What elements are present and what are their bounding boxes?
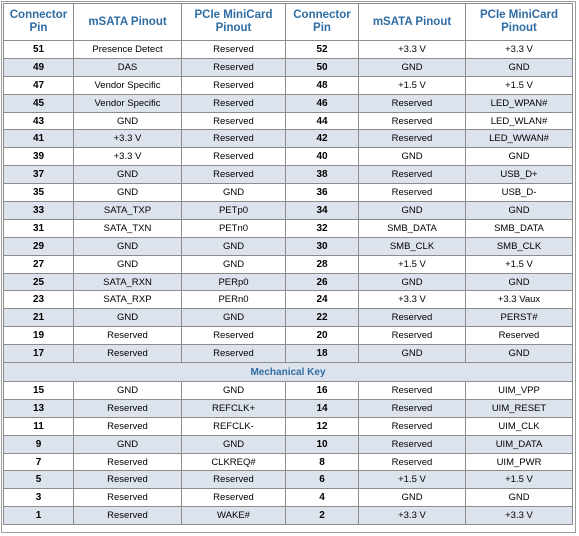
cell-msata-right: Reserved — [359, 417, 466, 435]
cell-pcie-left: Reserved — [182, 327, 286, 345]
cell-pin-left: 49 — [4, 58, 74, 76]
cell-msata-left: Vendor Specific — [74, 76, 182, 94]
cell-msata-left: Reserved — [74, 327, 182, 345]
cell-msata-left: GND — [74, 166, 182, 184]
table-row — [4, 58, 573, 76]
cell-msata-left: Reserved — [74, 453, 182, 471]
cell-msata-right: +3.3 V — [359, 41, 466, 59]
cell-msata-right: Reserved — [359, 184, 466, 202]
cell-pin-right: 26 — [286, 273, 359, 291]
cell-pcie-right: UIM_VPP — [466, 382, 573, 400]
cell-pin-right: 44 — [286, 112, 359, 130]
cell-pcie-right: +1.5 V — [466, 76, 573, 94]
table-row — [4, 345, 573, 363]
table-row — [4, 94, 573, 112]
cell-pin-right: 30 — [286, 237, 359, 255]
cell-msata-right: SMB_DATA — [359, 219, 466, 237]
cell-pcie-left: Reserved — [182, 41, 286, 59]
cell-pin-right: 36 — [286, 184, 359, 202]
cell-pcie-left: Reserved — [182, 58, 286, 76]
cell-msata-right: Reserved — [359, 399, 466, 417]
cell-pcie-left: Reserved — [182, 94, 286, 112]
cell-pcie-left: Reserved — [182, 345, 286, 363]
mechanical-key-label: Mechanical Key — [4, 363, 573, 382]
header-connector-pin-right: Connector Pin — [286, 4, 359, 41]
cell-pcie-left: Reserved — [182, 76, 286, 94]
cell-pin-left: 7 — [4, 453, 74, 471]
cell-pcie-left: Reserved — [182, 489, 286, 507]
table-row — [4, 166, 573, 184]
cell-pcie-left: REFCLK+ — [182, 399, 286, 417]
table-body-lower — [4, 382, 573, 525]
table-row — [4, 453, 573, 471]
header-msata-pinout-left: mSATA Pinout — [74, 4, 182, 41]
table-row — [4, 399, 573, 417]
table-row — [4, 148, 573, 166]
cell-pcie-left: Reserved — [182, 471, 286, 489]
cell-pin-right: 4 — [286, 489, 359, 507]
cell-pin-right: 40 — [286, 148, 359, 166]
cell-pin-left: 29 — [4, 237, 74, 255]
cell-pcie-right: UIM_CLK — [466, 417, 573, 435]
cell-msata-left: Reserved — [74, 345, 182, 363]
cell-pin-left: 5 — [4, 471, 74, 489]
cell-msata-left: Reserved — [74, 507, 182, 525]
cell-pcie-right: SMB_DATA — [466, 219, 573, 237]
cell-pin-left: 23 — [4, 291, 74, 309]
table-row — [4, 382, 573, 400]
table-row — [4, 202, 573, 220]
cell-pin-left: 1 — [4, 507, 74, 525]
cell-msata-right: SMB_CLK — [359, 237, 466, 255]
cell-pin-left: 25 — [4, 273, 74, 291]
table-row — [4, 417, 573, 435]
cell-pin-right: 28 — [286, 255, 359, 273]
cell-pcie-left: Reserved — [182, 112, 286, 130]
cell-pin-left: 41 — [4, 130, 74, 148]
cell-pin-right: 42 — [286, 130, 359, 148]
table-row — [4, 309, 573, 327]
table-row — [4, 219, 573, 237]
cell-pin-right: 24 — [286, 291, 359, 309]
cell-msata-right: GND — [359, 273, 466, 291]
table-row — [4, 255, 573, 273]
cell-pin-left: 17 — [4, 345, 74, 363]
cell-pcie-left: PERn0 — [182, 291, 286, 309]
cell-pin-right: 32 — [286, 219, 359, 237]
mechanical-key-section — [4, 363, 573, 382]
cell-msata-left: GND — [74, 184, 182, 202]
cell-pcie-right: LED_WWAN# — [466, 130, 573, 148]
cell-pcie-left: GND — [182, 237, 286, 255]
cell-pcie-left: GND — [182, 309, 286, 327]
cell-pin-left: 51 — [4, 41, 74, 59]
cell-msata-right: Reserved — [359, 112, 466, 130]
cell-msata-right: GND — [359, 202, 466, 220]
table-row — [4, 112, 573, 130]
header-pcie-minicard-pinout-right: PCIe MiniCard Pinout — [466, 4, 573, 41]
cell-pcie-right: GND — [466, 489, 573, 507]
cell-msata-right: +1.5 V — [359, 255, 466, 273]
header-pcie-minicard-pinout-left: PCIe MiniCard Pinout — [182, 4, 286, 41]
header-row — [4, 4, 573, 41]
cell-msata-left: +3.3 V — [74, 130, 182, 148]
cell-pin-right: 46 — [286, 94, 359, 112]
cell-pcie-right: GND — [466, 58, 573, 76]
cell-pcie-left: CLKREQ# — [182, 453, 286, 471]
cell-pcie-left: Reserved — [182, 148, 286, 166]
cell-msata-right: +3.3 V — [359, 291, 466, 309]
table-row — [4, 41, 573, 59]
cell-msata-right: +1.5 V — [359, 471, 466, 489]
cell-msata-left: Presence Detect — [74, 41, 182, 59]
cell-pin-left: 33 — [4, 202, 74, 220]
cell-pcie-right: GND — [466, 273, 573, 291]
cell-msata-left: SATA_RXN — [74, 273, 182, 291]
cell-pcie-right: +1.5 V — [466, 255, 573, 273]
cell-pin-left: 27 — [4, 255, 74, 273]
table-row — [4, 291, 573, 309]
cell-pcie-left: PETn0 — [182, 219, 286, 237]
cell-msata-right: Reserved — [359, 130, 466, 148]
table-row — [4, 237, 573, 255]
cell-pcie-right: +3.3 Vaux — [466, 291, 573, 309]
cell-pin-left: 3 — [4, 489, 74, 507]
cell-pin-right: 50 — [286, 58, 359, 76]
cell-pin-right: 22 — [286, 309, 359, 327]
cell-msata-left: GND — [74, 112, 182, 130]
cell-pcie-right: GND — [466, 345, 573, 363]
cell-msata-left: GND — [74, 255, 182, 273]
cell-pin-left: 37 — [4, 166, 74, 184]
cell-pcie-left: Reserved — [182, 130, 286, 148]
cell-msata-left: +3.3 V — [74, 148, 182, 166]
cell-pin-right: 18 — [286, 345, 359, 363]
cell-pin-right: 52 — [286, 41, 359, 59]
cell-msata-right: +3.3 V — [359, 507, 466, 525]
cell-msata-left: GND — [74, 309, 182, 327]
cell-msata-right: Reserved — [359, 166, 466, 184]
header-connector-pin-left: Connector Pin — [4, 4, 74, 41]
cell-pcie-right: GND — [466, 202, 573, 220]
cell-pcie-right: USB_D- — [466, 184, 573, 202]
cell-pcie-right: GND — [466, 148, 573, 166]
cell-pcie-right: +1.5 V — [466, 471, 573, 489]
cell-pcie-left: GND — [182, 435, 286, 453]
cell-pcie-right: UIM_RESET — [466, 399, 573, 417]
cell-msata-right: Reserved — [359, 94, 466, 112]
cell-msata-left: GND — [74, 237, 182, 255]
table-row — [4, 130, 573, 148]
cell-pin-left: 11 — [4, 417, 74, 435]
cell-msata-left: SATA_TXP — [74, 202, 182, 220]
cell-pcie-left: PETp0 — [182, 202, 286, 220]
cell-msata-right: GND — [359, 148, 466, 166]
cell-pin-right: 16 — [286, 382, 359, 400]
table-row — [4, 435, 573, 453]
cell-msata-left: Reserved — [74, 471, 182, 489]
cell-msata-left: Vendor Specific — [74, 94, 182, 112]
cell-pin-right: 10 — [286, 435, 359, 453]
cell-msata-left: Reserved — [74, 489, 182, 507]
table-row — [4, 184, 573, 202]
cell-pin-right: 14 — [286, 399, 359, 417]
cell-pin-left: 39 — [4, 148, 74, 166]
cell-pin-left: 9 — [4, 435, 74, 453]
cell-pcie-left: WAKE# — [182, 507, 286, 525]
cell-msata-left: GND — [74, 382, 182, 400]
cell-pcie-right: LED_WLAN# — [466, 112, 573, 130]
cell-pin-left: 21 — [4, 309, 74, 327]
cell-pin-right: 34 — [286, 202, 359, 220]
cell-pin-right: 48 — [286, 76, 359, 94]
table-row — [4, 76, 573, 94]
table-row — [4, 327, 573, 345]
cell-pcie-right: UIM_PWR — [466, 453, 573, 471]
cell-pin-right: 6 — [286, 471, 359, 489]
header-msata-pinout-right: mSATA Pinout — [359, 4, 466, 41]
cell-pin-right: 8 — [286, 453, 359, 471]
cell-pin-right: 38 — [286, 166, 359, 184]
cell-msata-right: GND — [359, 489, 466, 507]
cell-pcie-right: UIM_DATA — [466, 435, 573, 453]
cell-msata-left: GND — [74, 435, 182, 453]
cell-msata-right: Reserved — [359, 435, 466, 453]
cell-pin-left: 31 — [4, 219, 74, 237]
cell-pin-left: 15 — [4, 382, 74, 400]
cell-pcie-left: GND — [182, 184, 286, 202]
cell-pin-left: 19 — [4, 327, 74, 345]
cell-pcie-left: GND — [182, 382, 286, 400]
mechanical-key-row — [4, 363, 573, 382]
table-row — [4, 471, 573, 489]
cell-msata-left: SATA_TXN — [74, 219, 182, 237]
cell-pcie-right: SMB_CLK — [466, 237, 573, 255]
cell-msata-right: Reserved — [359, 453, 466, 471]
cell-pcie-left: GND — [182, 255, 286, 273]
cell-msata-right: Reserved — [359, 382, 466, 400]
table-row — [4, 273, 573, 291]
cell-pin-left: 43 — [4, 112, 74, 130]
cell-msata-right: +1.5 V — [359, 76, 466, 94]
cell-pin-left: 35 — [4, 184, 74, 202]
cell-pin-left: 45 — [4, 94, 74, 112]
table-row — [4, 507, 573, 525]
cell-pin-left: 47 — [4, 76, 74, 94]
cell-msata-left: Reserved — [74, 399, 182, 417]
cell-pcie-left: REFCLK- — [182, 417, 286, 435]
cell-pin-left: 13 — [4, 399, 74, 417]
cell-msata-left: DAS — [74, 58, 182, 76]
cell-pcie-right: USB_D+ — [466, 166, 573, 184]
cell-pcie-right: LED_WPAN# — [466, 94, 573, 112]
table-row — [4, 489, 573, 507]
cell-msata-right: GND — [359, 345, 466, 363]
cell-pcie-left: Reserved — [182, 166, 286, 184]
cell-pin-right: 2 — [286, 507, 359, 525]
cell-msata-right: Reserved — [359, 327, 466, 345]
table-body-upper — [4, 41, 573, 363]
cell-msata-right: GND — [359, 58, 466, 76]
table-header — [4, 4, 573, 41]
cell-pcie-left: PERp0 — [182, 273, 286, 291]
cell-pin-right: 20 — [286, 327, 359, 345]
cell-msata-left: SATA_RXP — [74, 291, 182, 309]
cell-pcie-right: Reserved — [466, 327, 573, 345]
cell-pin-right: 12 — [286, 417, 359, 435]
cell-msata-left: Reserved — [74, 417, 182, 435]
cell-pcie-right: +3.3 V — [466, 41, 573, 59]
cell-pcie-right: PERST# — [466, 309, 573, 327]
cell-msata-right: Reserved — [359, 309, 466, 327]
pinout-table — [3, 3, 573, 525]
cell-pcie-right: +3.3 V — [466, 507, 573, 525]
